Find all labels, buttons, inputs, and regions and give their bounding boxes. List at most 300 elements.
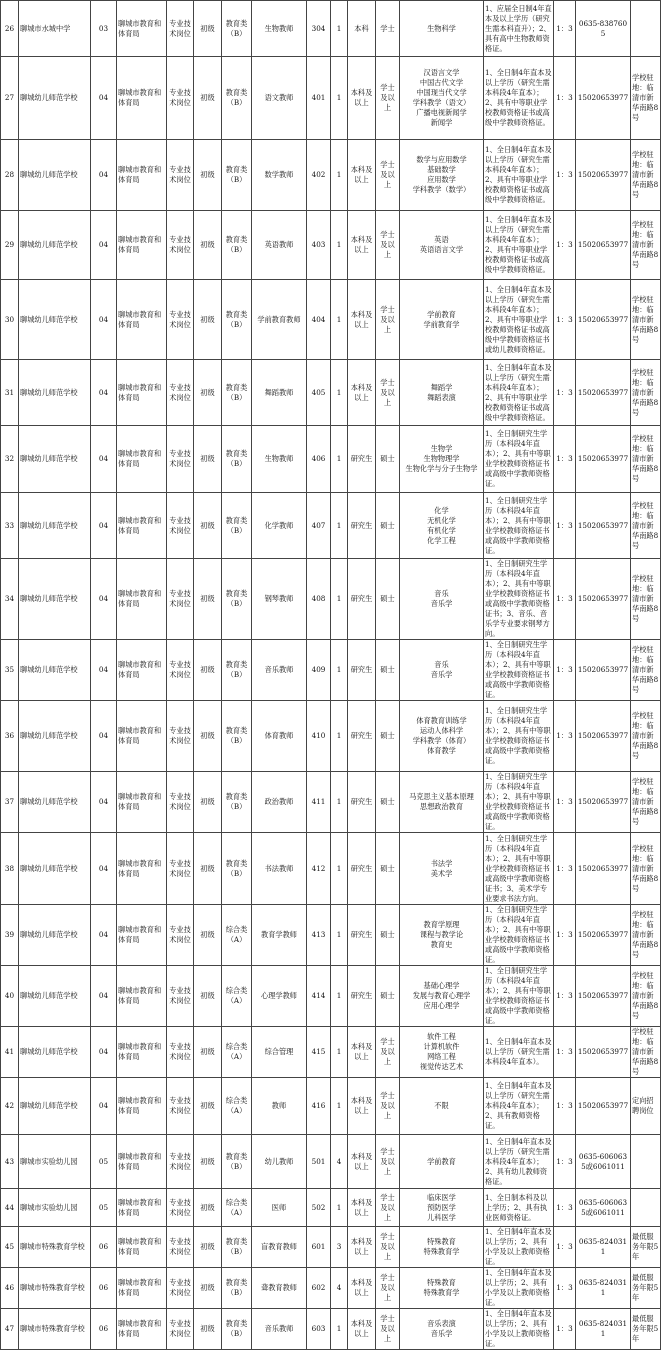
cell-code: 06 — [91, 1227, 117, 1268]
cell-level: 初级 — [194, 360, 222, 426]
cell-education: 研究生 — [348, 559, 376, 640]
cell-category: 教育类（B） — [222, 833, 252, 905]
cell-phone: 15020653977 — [576, 493, 631, 559]
table-row — [1, 1189, 661, 1227]
major-item: 生物科学 — [427, 23, 456, 33]
cell-education: 本科及以上 — [348, 1027, 376, 1078]
cell-note: 学校驻地：临清市新华南路8号 — [631, 966, 661, 1027]
cell-kind: 专业技术岗位 — [167, 57, 194, 140]
cell-phone: 15020653977 — [576, 360, 631, 426]
cell-category: 综合类（A） — [222, 1078, 252, 1135]
cell-ratio: 1：3 — [554, 1268, 576, 1309]
cell-category: 教育类（B） — [222, 1227, 252, 1268]
cell-count: 1 — [331, 493, 348, 559]
major-item: 基础数学 — [427, 165, 456, 174]
cell-kind: 专业技术岗位 — [167, 426, 194, 493]
cell-major — [400, 211, 484, 280]
cell-post: 教育学教师 — [252, 905, 307, 966]
cell-major — [400, 966, 484, 1027]
table-row — [1, 1135, 661, 1189]
cell-requirements: 1、全日制4年直本及以上学历（研究生需本科段4年直本）；2、具有教师资格证。 — [484, 1078, 554, 1135]
cell-kind: 专业技术岗位 — [167, 1309, 194, 1350]
cell-code: 04 — [91, 140, 117, 211]
major-item: 英语 — [434, 235, 449, 244]
major-item: 计算机软件 — [423, 1042, 460, 1051]
cell-phone: 15020653977 — [576, 1078, 631, 1135]
cell-code: 05 — [91, 1135, 117, 1189]
cell-major — [400, 701, 484, 772]
cell-major — [400, 1227, 484, 1268]
cell-no: 27 — [1, 57, 19, 140]
cell-education: 本科及以上 — [348, 1309, 376, 1350]
major-item: 体育教育训练学 — [416, 716, 467, 725]
cell-category: 教育类（B） — [222, 1135, 252, 1189]
cell-unit: 聊城幼儿师范学校 — [19, 701, 91, 772]
cell-post: 政治教师 — [252, 772, 307, 833]
cell-degree: 学士及以上 — [376, 1227, 400, 1268]
cell-major — [400, 559, 484, 640]
cell-post-code: 406 — [307, 426, 331, 493]
cell-dept: 聊城市教育和体育局 — [117, 1, 167, 57]
cell-unit: 聊城幼儿师范学校 — [19, 1078, 91, 1135]
major-item: 学科教学（数学） — [412, 185, 471, 194]
cell-note: 学校驻地：临清市新华南路8号 — [631, 493, 661, 559]
cell-no: 40 — [1, 966, 19, 1027]
cell-note — [631, 1135, 661, 1189]
major-item: 课程与教学论 — [419, 930, 464, 939]
cell-major — [400, 493, 484, 559]
major-item: 基础心理学 — [423, 981, 460, 990]
cell-post: 聋教育教师 — [252, 1268, 307, 1309]
major-item: 应用数学 — [427, 175, 456, 184]
major-item: 英语语言文学 — [419, 245, 464, 254]
major-item: 教育史 — [430, 940, 453, 949]
cell-kind: 专业技术岗位 — [167, 1227, 194, 1268]
cell-code: 04 — [91, 833, 117, 905]
major-item: 不限 — [434, 1101, 449, 1110]
major-item: 特殊教育 — [427, 1278, 456, 1287]
cell-note: 学校驻地：临清市新华南路8号 — [631, 772, 661, 833]
cell-major — [400, 360, 484, 426]
cell-level: 初级 — [194, 1027, 222, 1078]
major-item: 舞蹈表演 — [427, 392, 456, 402]
cell-degree: 学士及以上 — [376, 57, 400, 140]
cell-no: 44 — [1, 1189, 19, 1227]
major-item: 网络工程 — [427, 1052, 456, 1061]
cell-level: 初级 — [194, 1309, 222, 1350]
cell-requirements: 1、全日制4年直本及以上学历；2、具有小学及以上教师资格证。 — [485, 1309, 552, 1348]
cell-major — [400, 772, 484, 833]
major-item: 软件工程 — [427, 1032, 456, 1041]
cell-category: 教育类（B） — [222, 640, 252, 701]
cell-post: 幼儿教师 — [252, 1135, 307, 1189]
cell-degree: 学士及以上 — [376, 140, 400, 211]
cell-education: 研究生 — [348, 905, 376, 966]
cell-degree: 硕士 — [376, 966, 400, 1027]
major-item: 音乐 — [434, 589, 449, 598]
cell-category: 教育类（B） — [222, 360, 252, 426]
cell-post: 钢琴教师 — [252, 559, 307, 640]
cell-ratio: 1：3 — [554, 57, 576, 140]
cell-unit: 聊城幼儿师范学校 — [19, 493, 91, 559]
cell-post-code: 407 — [307, 493, 331, 559]
cell-requirements: 1、全日制4年直本及以上学历；2、具有小学及以上教师资格证。 — [485, 1268, 552, 1307]
major-item: 音乐表演 — [427, 1319, 456, 1328]
cell-dept: 聊城市教育和体育局 — [117, 559, 167, 640]
major-item: 新闻学 — [430, 118, 453, 127]
cell-phone: 15020653977 — [576, 559, 631, 640]
cell-note: 学校驻地：临清市新华南路8号 — [631, 640, 661, 701]
cell-phone: 15020653977 — [576, 1027, 631, 1078]
major-item: 学前教育 — [427, 309, 456, 319]
major-item: 汉语言文学 — [423, 68, 460, 77]
cell-note: 学校驻地：临清市新华南路8号 — [631, 426, 661, 493]
cell-post-code: 601 — [307, 1227, 331, 1268]
cell-level: 初级 — [194, 833, 222, 905]
cell-kind: 专业技术岗位 — [167, 493, 194, 559]
cell-requirements: 1、全日制4年直本及以上学历（研究生需本科段4年直本）；2、具有幼儿教师资格证。 — [484, 1135, 554, 1189]
cell-phone: 15020653977 — [576, 140, 631, 211]
cell-unit: 聊城幼儿师范学校 — [19, 140, 91, 211]
cell-unit: 聊城幼儿师范学校 — [19, 559, 91, 640]
major-item: 发展与教育心理学 — [412, 991, 471, 1000]
major-item: 学前教育 — [427, 1156, 456, 1166]
cell-education: 本科及以上 — [348, 360, 376, 426]
cell-requirements: 1、全日制研究生学历（本科段4年直本）；2、具有中等职业学校教师资格证书或高级中学教师资格证。 — [484, 426, 554, 493]
cell-post-code: 411 — [307, 772, 331, 833]
cell-major — [400, 1189, 484, 1227]
cell-major — [400, 833, 484, 905]
cell-post: 英语教师 — [252, 211, 307, 280]
major-item: 舞蹈学 — [430, 382, 453, 392]
cell-level: 初级 — [194, 140, 222, 211]
cell-code: 06 — [91, 1309, 117, 1350]
cell-dept: 聊城市教育和体育局 — [117, 280, 167, 360]
cell-ratio: 1：3 — [554, 1189, 576, 1227]
cell-note: 定向招聘岗位 — [631, 1078, 661, 1135]
cell-ratio: 1：3 — [554, 360, 576, 426]
cell-count: 1 — [331, 1, 348, 57]
cell-no: 32 — [1, 426, 19, 493]
cell-code: 04 — [91, 426, 117, 493]
cell-kind: 专业技术岗位 — [167, 1078, 194, 1135]
cell-unit: 聊城市特殊教育学校 — [19, 1268, 91, 1309]
cell-degree: 学士及以上 — [376, 1189, 400, 1227]
cell-phone: 0635-6060635或6061011 — [576, 1135, 631, 1189]
cell-phone: 15020653977 — [576, 57, 631, 140]
cell-post-code: 410 — [307, 701, 331, 772]
cell-dept: 聊城市教育和体育局 — [117, 905, 167, 966]
cell-post: 体育教师 — [252, 701, 307, 772]
cell-post: 化学教师 — [252, 493, 307, 559]
cell-phone: 0635-6060635或6061011 — [576, 1189, 631, 1227]
cell-ratio: 1：3 — [554, 559, 576, 640]
cell-post: 舞蹈教师 — [252, 360, 307, 426]
cell-post: 数学教师 — [252, 140, 307, 211]
cell-note — [631, 1189, 661, 1227]
cell-post-code: 304 — [307, 1, 331, 57]
cell-no: 43 — [1, 1135, 19, 1189]
cell-unit: 聊城幼儿师范学校 — [19, 426, 91, 493]
cell-category: 教育类（B） — [222, 140, 252, 211]
cell-dept: 聊城市教育和体育局 — [117, 640, 167, 701]
cell-kind: 专业技术岗位 — [167, 211, 194, 280]
cell-ratio: 1：3 — [554, 1227, 576, 1268]
major-item: 运动人体科学 — [419, 726, 464, 735]
cell-count: 1 — [331, 280, 348, 360]
cell-level: 初级 — [194, 559, 222, 640]
cell-no: 42 — [1, 1078, 19, 1135]
cell-phone: 15020653977 — [576, 280, 631, 360]
cell-education: 研究生 — [348, 426, 376, 493]
table-row — [1, 1268, 661, 1309]
cell-dept: 聊城市教育和体育局 — [117, 493, 167, 559]
cell-code: 04 — [91, 57, 117, 140]
cell-requirements: 1、全日制研究生学历（本科段4年直本）；2、具有中等职业学校教师资格证书或高级中学教师资格证。 — [484, 493, 554, 559]
cell-dept: 聊城市教育和体育局 — [117, 966, 167, 1027]
cell-education: 研究生 — [348, 966, 376, 1027]
cell-note: 学校驻地：临清市新华南路8号 — [631, 833, 661, 905]
cell-post: 书法教师 — [252, 833, 307, 905]
cell-level: 初级 — [194, 57, 222, 140]
cell-degree: 学士及以上 — [376, 1135, 400, 1189]
cell-no: 26 — [1, 1, 19, 57]
cell-phone: 15020653977 — [576, 640, 631, 701]
cell-unit: 聊城幼儿师范学校 — [19, 1027, 91, 1078]
cell-degree: 硕士 — [376, 833, 400, 905]
cell-count: 4 — [331, 1135, 348, 1189]
cell-education: 研究生 — [348, 833, 376, 905]
major-item: 生物学 — [430, 444, 453, 453]
cell-ratio: 1：3 — [554, 966, 576, 1027]
cell-dept: 聊城市教育和体育局 — [117, 1309, 167, 1350]
cell-kind: 专业技术岗位 — [167, 1, 194, 57]
cell-category: 综合类（A） — [222, 1027, 252, 1078]
cell-count: 3 — [331, 1227, 348, 1268]
cell-dept: 聊城市教育和体育局 — [117, 1078, 167, 1135]
cell-degree: 学士及以上 — [376, 1268, 400, 1309]
cell-dept: 聊城市教育和体育局 — [117, 1027, 167, 1078]
cell-level: 初级 — [194, 905, 222, 966]
major-item: 预防医学 — [427, 1202, 456, 1212]
cell-dept: 聊城市教育和体育局 — [117, 426, 167, 493]
cell-no: 30 — [1, 280, 19, 360]
table-row — [1, 1227, 661, 1268]
cell-ratio: 1：3 — [554, 426, 576, 493]
cell-post: 生物教师 — [252, 1, 307, 57]
major-item: 中国古代文学 — [419, 78, 464, 87]
major-item: 应用心理学 — [423, 1001, 460, 1010]
cell-post-code: 408 — [307, 559, 331, 640]
cell-phone: 15020653977 — [576, 701, 631, 772]
cell-note: 学校驻地：临清市新华南路8号 — [631, 280, 661, 360]
cell-ratio: 1：3 — [554, 1135, 576, 1189]
cell-major — [400, 1309, 484, 1350]
cell-kind: 专业技术岗位 — [167, 640, 194, 701]
table-row — [1, 559, 661, 640]
cell-level: 初级 — [194, 1189, 222, 1227]
cell-major — [400, 57, 484, 140]
cell-education: 研究生 — [348, 493, 376, 559]
cell-degree: 学士及以上 — [376, 1309, 400, 1350]
cell-post-code: 603 — [307, 1309, 331, 1350]
cell-kind: 专业技术岗位 — [167, 1189, 194, 1227]
cell-major — [400, 640, 484, 701]
cell-kind: 专业技术岗位 — [167, 905, 194, 966]
cell-degree: 学士及以上 — [376, 211, 400, 280]
table-row — [1, 426, 661, 493]
cell-no: 41 — [1, 1027, 19, 1078]
cell-count: 1 — [331, 211, 348, 280]
cell-level: 初级 — [194, 1268, 222, 1309]
cell-level: 初级 — [194, 426, 222, 493]
cell-count: 1 — [331, 1078, 348, 1135]
major-item: 美术学 — [430, 868, 453, 878]
cell-unit: 聊城市实验幼儿园 — [19, 1135, 91, 1189]
major-item: 音乐学 — [430, 1329, 453, 1338]
table-row — [1, 140, 661, 211]
cell-education: 研究生 — [348, 701, 376, 772]
cell-unit: 聊城市特殊教育学校 — [19, 1227, 91, 1268]
table-row — [1, 1309, 661, 1350]
cell-category: 教育类（B） — [222, 493, 252, 559]
cell-post: 学前教育教师 — [252, 280, 307, 360]
cell-note: 学校驻地：临清市新华南路8号 — [631, 57, 661, 140]
major-item: 教育学原理 — [423, 920, 460, 929]
cell-no: 31 — [1, 360, 19, 426]
cell-requirements: 1、全日制研究生学历（本科段4年直本）；2、具有中等职业学校教师资格证书或高级中学教师资格证。 — [484, 772, 554, 833]
cell-kind: 专业技术岗位 — [167, 360, 194, 426]
cell-kind: 专业技术岗位 — [167, 559, 194, 640]
cell-ratio: 1：3 — [554, 1078, 576, 1135]
cell-unit: 聊城幼儿师范学校 — [19, 966, 91, 1027]
cell-unit: 聊城幼儿师范学校 — [19, 772, 91, 833]
major-item: 生物化学与分子生物学 — [405, 464, 478, 473]
table-row — [1, 905, 661, 966]
cell-code: 04 — [91, 1078, 117, 1135]
cell-requirements: 1、全日制4年直本及以上学历（研究生需本科段4年直本）；2、具有中等职业学校教师资格证书或高级中学教师资格证书或幼儿教师资格证。 — [484, 280, 554, 360]
cell-level: 初级 — [194, 966, 222, 1027]
table-row — [1, 211, 661, 280]
cell-post: 生物教师 — [252, 426, 307, 493]
cell-count: 1 — [331, 640, 348, 701]
major-item: 生物物理学 — [423, 454, 460, 463]
cell-post: 语文教师 — [252, 57, 307, 140]
cell-requirements: 1、全日制本科及以上学历；2、具有执业医师资格证。 — [484, 1189, 554, 1227]
cell-post-code: 602 — [307, 1268, 331, 1309]
cell-ratio: 1：3 — [554, 140, 576, 211]
cell-unit: 聊城幼儿师范学校 — [19, 211, 91, 280]
cell-kind: 专业技术岗位 — [167, 772, 194, 833]
cell-post-code: 414 — [307, 966, 331, 1027]
cell-education: 本科及以上 — [348, 1268, 376, 1309]
cell-dept: 聊城市教育和体育局 — [117, 360, 167, 426]
cell-kind: 专业技术岗位 — [167, 966, 194, 1027]
table-row — [1, 57, 661, 140]
cell-requirements: 1、全日制研究生学历（本科段4年直本）；2、具有中等职业学校教师资格证书或高级中学教师资格证。 — [484, 905, 554, 966]
cell-code: 04 — [91, 701, 117, 772]
cell-category: 教育类（B） — [222, 57, 252, 140]
major-item: 音乐学 — [430, 670, 453, 679]
table-body — [1, 1, 661, 1350]
cell-degree: 硕士 — [376, 640, 400, 701]
cell-post: 医师 — [252, 1189, 307, 1227]
cell-category: 教育类（B） — [222, 1309, 252, 1350]
cell-post: 音乐教师 — [252, 640, 307, 701]
cell-kind: 专业技术岗位 — [167, 140, 194, 211]
cell-code: 04 — [91, 772, 117, 833]
cell-education: 本科及以上 — [348, 280, 376, 360]
cell-ratio: 1：3 — [554, 833, 576, 905]
cell-count: 1 — [331, 905, 348, 966]
major-item: 音乐学 — [430, 599, 453, 608]
cell-count: 1 — [331, 833, 348, 905]
cell-unit: 聊城幼儿师范学校 — [19, 360, 91, 426]
cell-code: 04 — [91, 905, 117, 966]
cell-ratio: 1：3 — [554, 1027, 576, 1078]
cell-phone: 15020653977 — [576, 905, 631, 966]
cell-phone: 15020653977 — [576, 426, 631, 493]
cell-category: 教育类（B） — [222, 426, 252, 493]
cell-note: 学校驻地：临清市新华南路8号 — [631, 211, 661, 280]
cell-education: 本科 — [348, 1, 376, 57]
cell-major — [400, 280, 484, 360]
cell-code: 05 — [91, 1189, 117, 1227]
cell-post-code: 404 — [307, 280, 331, 360]
cell-ratio: 1：3 — [554, 905, 576, 966]
cell-post-code: 409 — [307, 640, 331, 701]
table-row — [1, 493, 661, 559]
cell-count: 4 — [331, 1268, 348, 1309]
cell-code: 03 — [91, 1, 117, 57]
cell-degree: 学士及以上 — [376, 360, 400, 426]
cell-level: 初级 — [194, 211, 222, 280]
cell-level: 初级 — [194, 701, 222, 772]
cell-post: 音乐教师 — [252, 1309, 307, 1350]
cell-phone: 0635-8240311 — [576, 1268, 631, 1309]
cell-major — [400, 140, 484, 211]
table-row — [1, 1078, 661, 1135]
cell-unit: 聊城市特殊教育学校 — [19, 1309, 91, 1350]
major-item: 无机化学 — [427, 515, 456, 525]
cell-requirements: 1、应届全日制4年直本及以上学历（研究生需本科直升）；2、具有高中生物教师资格证。 — [484, 1, 554, 57]
major-item: 音乐 — [434, 660, 449, 669]
table-row — [1, 1027, 661, 1078]
cell-requirements: 1、全日制4年直本及以上学历；2、具有小学及以上教师资格证。 — [485, 1227, 552, 1266]
cell-no: 45 — [1, 1227, 19, 1268]
cell-level: 初级 — [194, 1135, 222, 1189]
cell-kind: 专业技术岗位 — [167, 833, 194, 905]
cell-note: 学校驻地：临清市新华南路8号 — [631, 559, 661, 640]
cell-phone: 15020653977 — [576, 772, 631, 833]
cell-kind: 专业技术岗位 — [167, 1135, 194, 1189]
cell-count: 1 — [331, 772, 348, 833]
cell-no: 28 — [1, 140, 19, 211]
cell-category: 教育类（B） — [222, 1268, 252, 1309]
cell-note: 最低服务年限5年 — [631, 1309, 661, 1350]
cell-note — [631, 1, 661, 57]
cell-note: 学校驻地：临清市新华南路8号 — [631, 360, 661, 426]
major-item: 特殊教育学 — [423, 1247, 460, 1256]
cell-code: 04 — [91, 360, 117, 426]
cell-note: 最低服务年限5年 — [631, 1227, 661, 1268]
cell-ratio: 1：3 — [554, 211, 576, 280]
cell-dept: 聊城市教育和体育局 — [117, 772, 167, 833]
cell-count: 1 — [331, 1189, 348, 1227]
cell-no: 34 — [1, 559, 19, 640]
cell-unit: 聊城幼儿师范学校 — [19, 57, 91, 140]
cell-major — [400, 1135, 484, 1189]
